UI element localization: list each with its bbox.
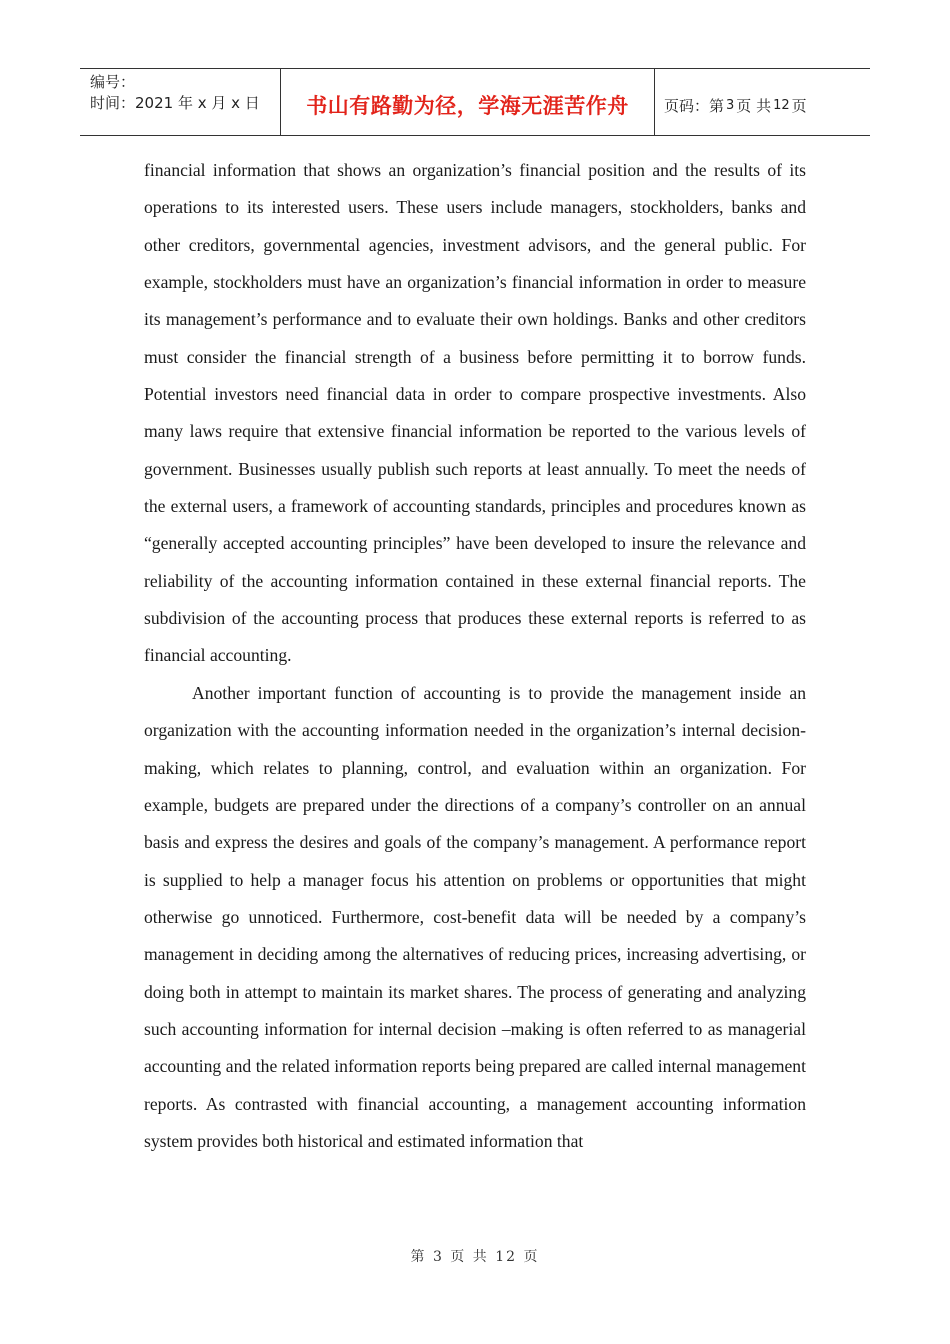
page-current: 3 <box>726 97 735 113</box>
header-page-info <box>655 69 870 135</box>
motto: 书山有路勤为径，学海无涯苦作舟 <box>306 94 629 118</box>
paragraph-2: Another important function of accounting is to provide the management inside an organization with the accounting information needed in the organization’s internal decision-making, which relates to planning, control, and evaluation within an organization. For example, budgets are prepared under the directions of a company’s controller on an annual basis and express the desires and goals of the company’s management. A performance report is supplied to help a manager focus his attention on problems or opportunities that might otherwise go unnoticed. Furthermore, cost-benefit data will be needed by a company’s management in deciding among the alternatives of reducing prices, increasing advertising, or doing both in attempt to maintain its market shares. The process of generating and analyzing such accounting information for internal decision –making is often referred to as managerial accounting and the related information reports being prepared are called internal management reports. As contrasted with financial accounting, a management accounting information system provides both historical and estimated information that <box>144 682 806 1151</box>
page-total: 12 <box>773 97 790 113</box>
page-footer: 第 3 页 共 12 页 <box>410 1249 540 1265</box>
document-body <box>144 152 806 1160</box>
page-prefix: 页码：第 <box>664 96 725 115</box>
paragraph-1: financial information that shows an organization’s financial position and the results of its operations to its interested users. These users include managers, stockholders, banks and other creditors, governmental agencies, investment advisors, and the general public. For example, stockholders must have an organization’s financial information in order to measure its management’s performance and to evaluate their own holdings. Banks and other creditors must consider the financial strength of a business before permitting it to borrow funds. Potential investors need financial data in order to compare prospective investments. Also many laws require that extensive financial information be reported to the various levels of government. Businesses usually publish such reports at least annually. To meet the needs of the external users, a framework of accounting standards, principles and procedures known as “generally accepted accounting principles” have been developed to insure the relevance and reliability of the accounting information contained in these external financial reports. The subdivision of the accounting process that produces these external reports is referred to as financial accounting. <box>144 160 806 666</box>
header-meta <box>80 69 281 135</box>
time-label: 时间：2021 年 x 月 x 日 <box>90 94 260 112</box>
header-motto-cell <box>281 69 655 135</box>
page-suffix: 页 <box>791 96 807 115</box>
page-mid: 页 共 <box>736 96 772 115</box>
number-label: 编号： <box>90 73 136 91</box>
page-header <box>80 68 870 136</box>
